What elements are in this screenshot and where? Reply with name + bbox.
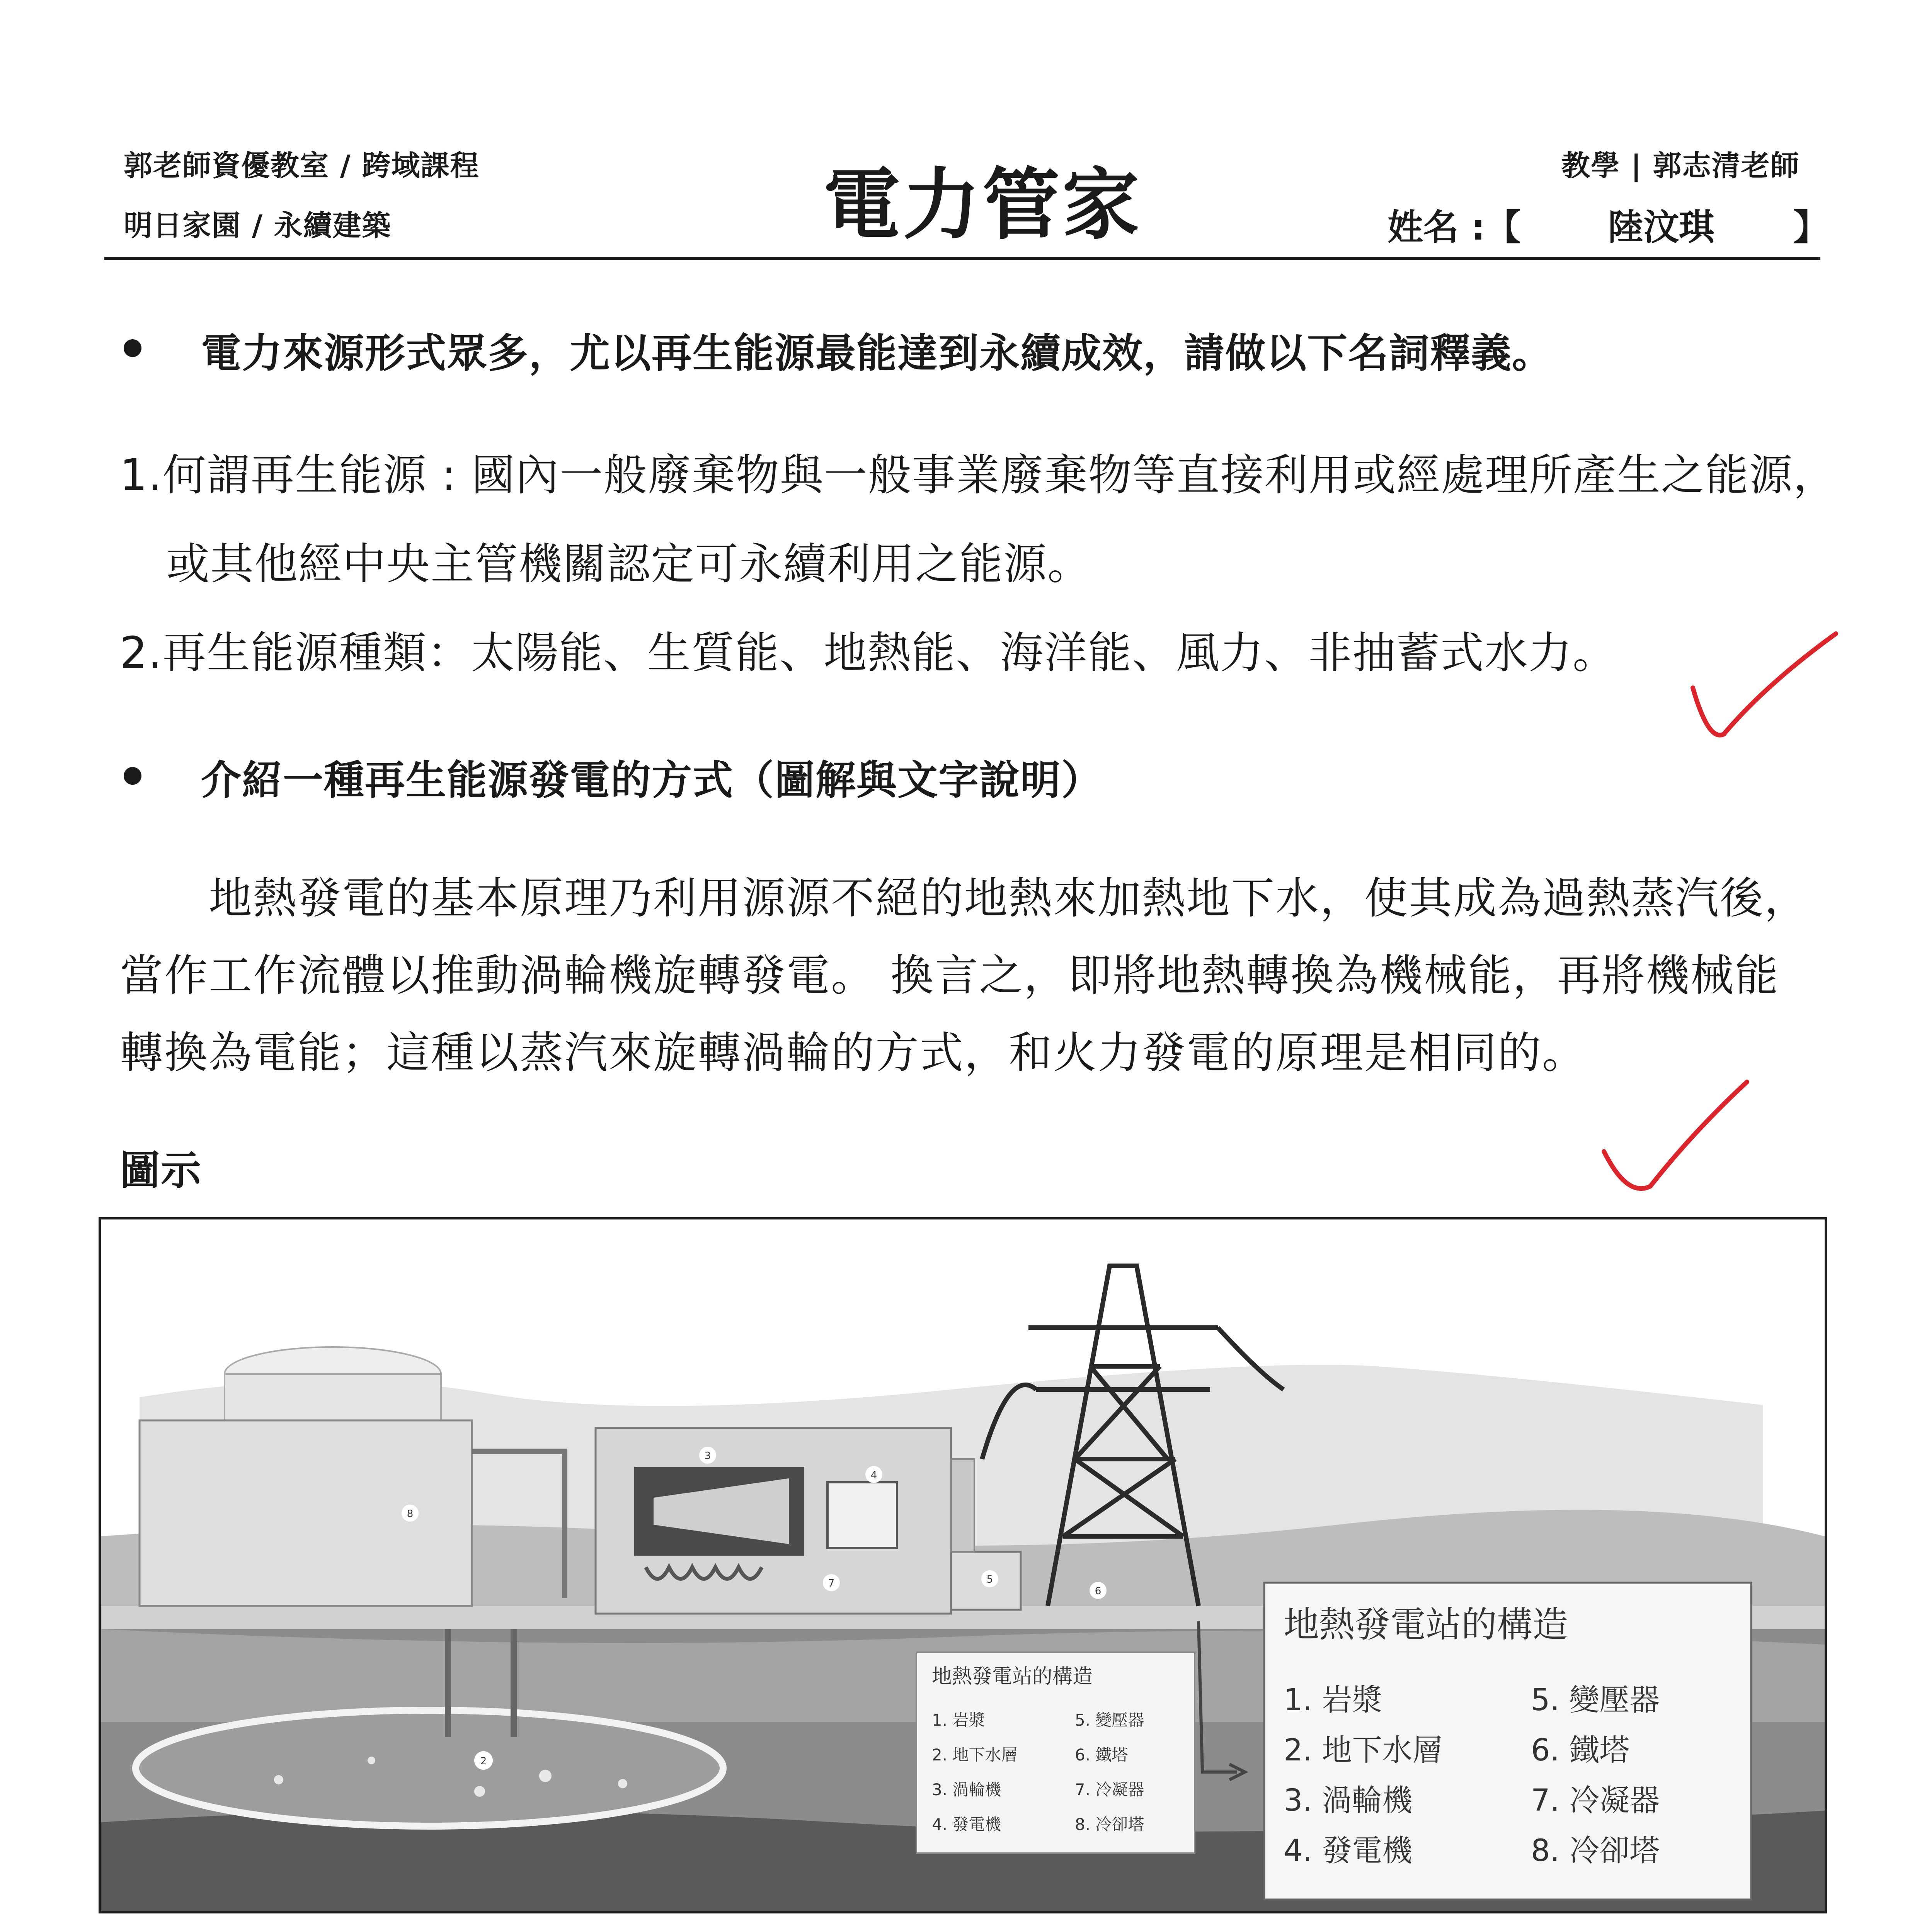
red-check-icon — [1681, 626, 1844, 753]
callout-5: 5 — [986, 1574, 993, 1585]
callout-4: 4 — [870, 1469, 877, 1481]
svg-text:8. 冷卻塔: 8. 冷卻塔 — [1531, 1833, 1660, 1868]
paragraph-line2: 當作工作流體以推動渦輪機旋轉發電。 換言之，即將地熱轉換為機械能，再將機械能 — [120, 951, 1779, 1001]
callout-8: 8 — [407, 1508, 414, 1520]
svg-text:2. 地下水層: 2. 地下水層 — [1284, 1733, 1443, 1768]
header-rule — [104, 257, 1820, 260]
svg-text:1. 岩漿: 1. 岩漿 — [1284, 1683, 1382, 1718]
red-check-icon — [1592, 1074, 1755, 1202]
section1-heading: 電力來源形式眾多，尤以再生能源最能達到永續成效，請做以下名詞釋義。 — [201, 330, 1553, 377]
legend-small-title: 地熱發電站的構造 — [932, 1665, 1093, 1688]
types-line: 2.再生能源種類：太陽能、生質能、地熱能、海洋能、風力、非抽蓄式水力。 — [120, 628, 1617, 678]
figure-frame — [99, 1217, 1827, 1913]
svg-text:8. 冷卻塔: 8. 冷卻塔 — [1075, 1815, 1144, 1834]
bullet-icon — [124, 767, 141, 785]
svg-text:6. 鐵塔: 6. 鐵塔 — [1075, 1745, 1128, 1764]
svg-text:6. 鐵塔: 6. 鐵塔 — [1531, 1733, 1630, 1768]
paragraph-line3: 轉換為電能；這種以蒸汽來旋轉渦輪的方式，和火力發電的原理是相同的。 — [120, 1028, 1587, 1078]
svg-text:4. 發電機: 4. 發電機 — [932, 1815, 1001, 1834]
page-title: 電力管家 — [823, 159, 1142, 250]
callout-7: 7 — [828, 1578, 835, 1589]
course-line: 郭老師資優教室 / 跨域課程 — [124, 149, 480, 182]
svg-text:1. 岩漿: 1. 岩漿 — [932, 1711, 985, 1730]
paragraph-line1: 地熱發電的基本原理乃利用源源不絕的地熱來加熱地下水，使其成為過熱蒸汽後， — [209, 873, 1809, 923]
svg-text:2. 地下水層: 2. 地下水層 — [932, 1745, 1018, 1764]
svg-text:7. 冷凝器: 7. 冷凝器 — [1531, 1783, 1660, 1818]
definition-line1: 1.何謂再生能源 : 國內一般廢棄物與一般事業廢棄物等直接利用或經處理所產生之能源， — [120, 450, 1837, 500]
figure-label: 圖示 — [120, 1147, 202, 1194]
geothermal-plant-diagram — [101, 1219, 1825, 1911]
svg-text:3. 渦輪機: 3. 渦輪機 — [1284, 1783, 1413, 1818]
name-close-bracket: 】 — [1793, 207, 1829, 248]
bullet-icon — [124, 339, 141, 357]
svg-text:5. 變壓器: 5. 變壓器 — [1075, 1711, 1144, 1730]
name-label: 姓名 :【 — [1388, 207, 1521, 248]
svg-text:5. 變壓器: 5. 變壓器 — [1531, 1683, 1660, 1718]
section2-heading: 介紹一種再生能源發電的方式（圖解與文字說明） — [201, 757, 1103, 804]
definition-line2: 或其他經中央主管機關認定可永續利用之能源。 — [166, 539, 1091, 589]
svg-text:4. 發電機: 4. 發電機 — [1284, 1833, 1413, 1868]
callout-3: 3 — [704, 1450, 711, 1462]
unit-line: 明日家園 / 永續建築 — [124, 209, 392, 242]
svg-text:7. 冷凝器: 7. 冷凝器 — [1075, 1780, 1144, 1799]
teacher-line: 教學 | 郭志清老師 — [1561, 149, 1800, 182]
callout-2: 2 — [480, 1755, 487, 1767]
svg-text:3. 渦輪機: 3. 渦輪機 — [932, 1780, 1001, 1799]
callout-6: 6 — [1095, 1585, 1102, 1597]
legend-large-title: 地熱發電站的構造 — [1284, 1604, 1568, 1645]
student-name: 陸汶琪 — [1608, 207, 1715, 248]
